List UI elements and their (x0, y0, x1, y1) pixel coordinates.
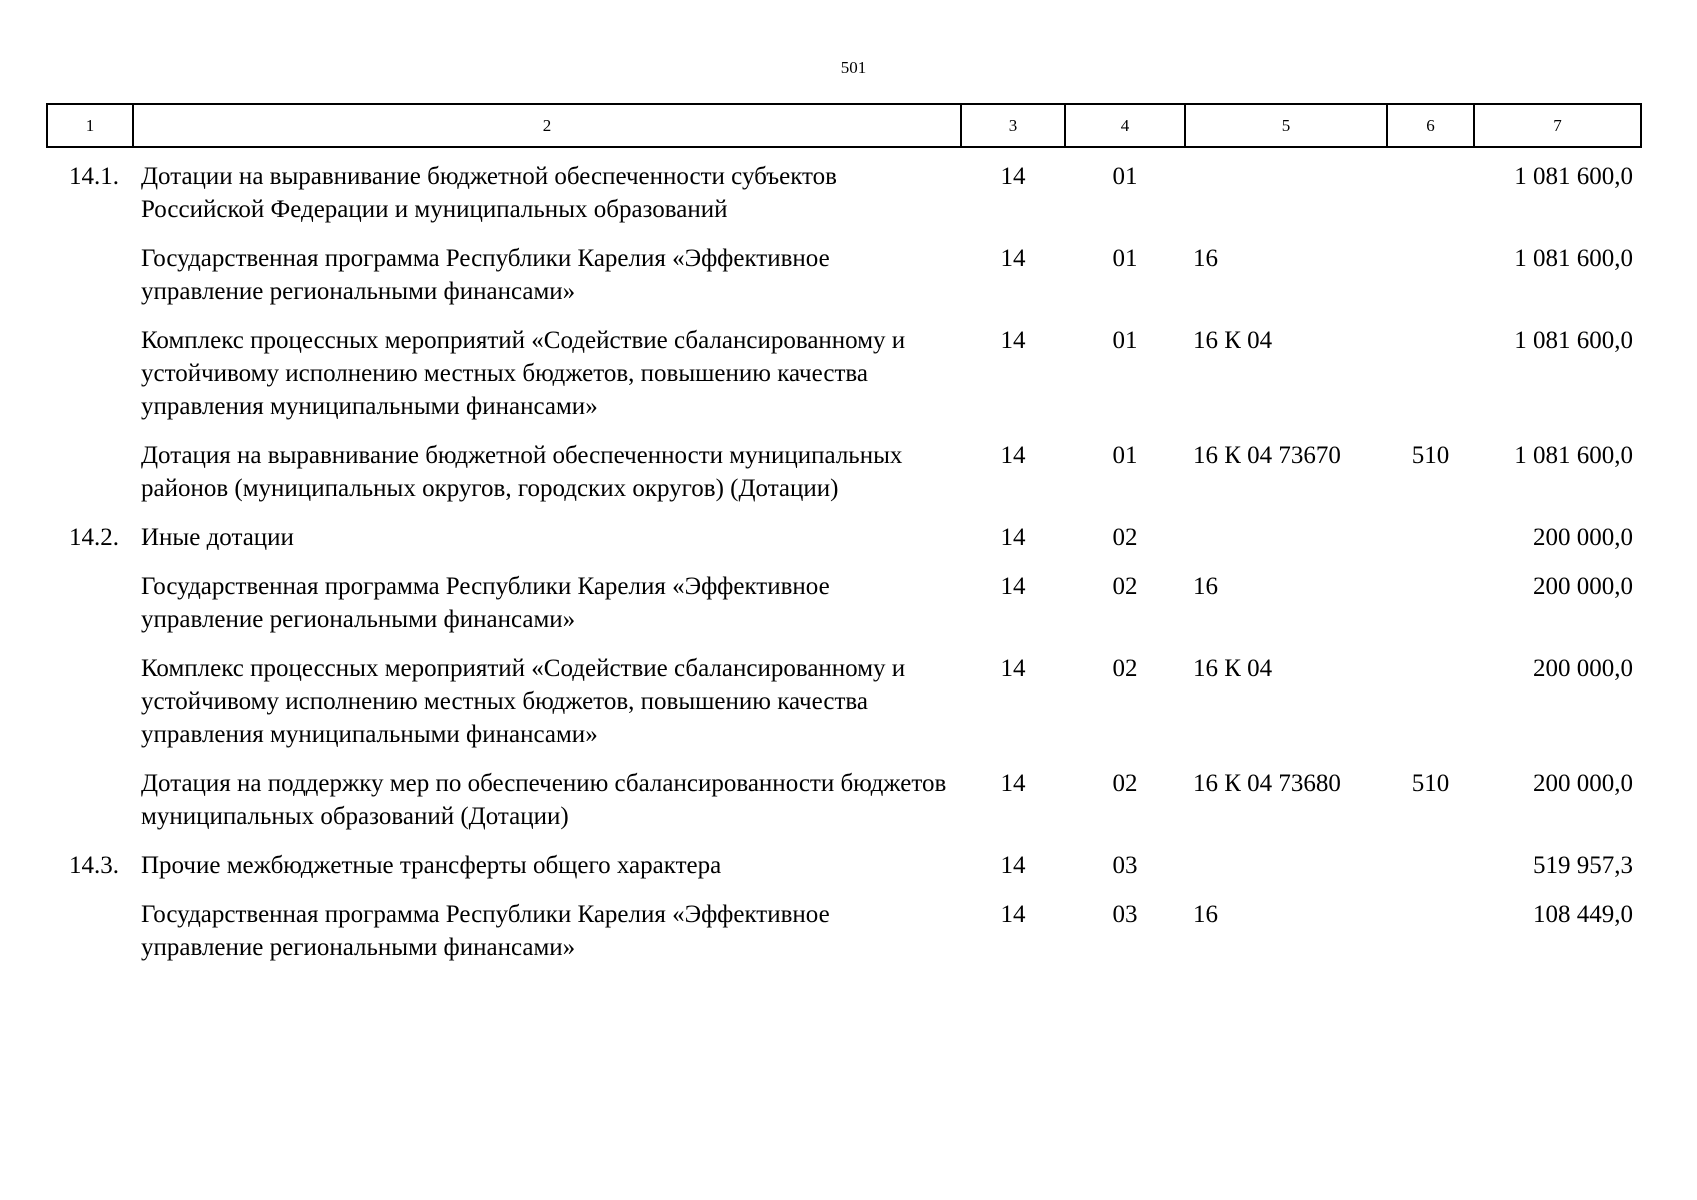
table-row (47, 882, 1641, 964)
row-section: 14 (1000, 163, 1026, 190)
row-section: 14 (1000, 770, 1026, 797)
row-name: Дотации на выравнивание бюджетной обеспеченности субъектов Российской Федерации и муниципальных образований (141, 163, 837, 223)
row-target-article: 16 (1193, 573, 1218, 600)
row-number: 14.1. (69, 163, 119, 190)
row-amount: 200 000,0 (1533, 573, 1633, 600)
table-row (47, 505, 1641, 554)
row-amount: 200 000,0 (1533, 770, 1633, 797)
row-expense-type (1387, 833, 1474, 882)
row-subsection: 02 (1112, 655, 1138, 682)
row-amount: 519 957,3 (1533, 852, 1633, 879)
row-expense-type (1387, 505, 1474, 554)
row-name: Комплекс процессных мероприятий «Содействие сбалансированному и устойчивому исполнению местных бюджетов, повышению качества управления муниципальными финансами» (141, 655, 906, 748)
row-target-article: 16 (1193, 245, 1218, 272)
header-col-2: 2 (133, 104, 961, 147)
table-row (47, 423, 1641, 505)
row-number (47, 636, 133, 751)
row-section: 14 (1000, 655, 1026, 682)
row-number (47, 423, 133, 505)
header-col-6: 6 (1387, 104, 1474, 147)
row-amount: 1 081 600,0 (1514, 163, 1633, 190)
row-target-article (1185, 505, 1387, 554)
row-name: Дотация на выравнивание бюджетной обеспеченности муниципальных районов (муниципальных округов, городских округов) (Дотации) (141, 442, 903, 502)
row-target-article: 16 К 04 73670 (1193, 442, 1341, 469)
row-name: Иные дотации (141, 524, 294, 551)
header-col-1: 1 (47, 104, 133, 147)
row-name: Государственная программа Республики Карелия «Эффективное управление региональными финансами» (141, 901, 830, 961)
row-expense-type (1387, 147, 1474, 226)
header-col-7: 7 (1474, 104, 1641, 147)
row-number: 14.2. (69, 524, 119, 551)
budget-table (46, 103, 1642, 964)
table-body (47, 147, 1641, 964)
row-target-article: 16 К 04 (1193, 655, 1273, 682)
table-row (47, 636, 1641, 751)
row-number (47, 308, 133, 423)
row-subsection: 02 (1112, 573, 1138, 600)
table-row (47, 751, 1641, 833)
row-number (47, 554, 133, 636)
table-row (47, 226, 1641, 308)
row-subsection: 02 (1112, 770, 1138, 797)
row-amount: 108 449,0 (1533, 901, 1633, 928)
header-col-3: 3 (961, 104, 1065, 147)
row-target-article: 16 (1193, 901, 1218, 928)
row-amount: 200 000,0 (1533, 524, 1633, 551)
row-subsection: 01 (1112, 245, 1138, 272)
row-number (47, 226, 133, 308)
row-expense-type: 510 (1411, 442, 1450, 469)
row-name: Комплекс процессных мероприятий «Содействие сбалансированному и устойчивому исполнению местных бюджетов, повышению качества управления муниципальными финансами» (141, 327, 906, 420)
row-subsection: 02 (1112, 524, 1138, 551)
row-expense-type (1387, 308, 1474, 423)
row-section: 14 (1000, 901, 1026, 928)
row-section: 14 (1000, 442, 1026, 469)
row-expense-type (1387, 226, 1474, 308)
row-number (47, 751, 133, 833)
row-section: 14 (1000, 573, 1026, 600)
row-expense-type (1387, 636, 1474, 751)
row-target-article: 16 К 04 73680 (1193, 770, 1341, 797)
table-row (47, 833, 1641, 882)
row-name: Государственная программа Республики Карелия «Эффективное управление региональными финансами» (141, 573, 830, 633)
row-amount: 1 081 600,0 (1514, 442, 1633, 469)
row-subsection: 03 (1112, 852, 1138, 879)
row-amount: 1 081 600,0 (1514, 245, 1633, 272)
row-subsection: 03 (1112, 901, 1138, 928)
row-subsection: 01 (1112, 442, 1138, 469)
row-expense-type: 510 (1411, 770, 1450, 797)
row-subsection: 01 (1112, 327, 1138, 354)
row-name: Прочие межбюджетные трансферты общего характера (141, 852, 722, 879)
table-row (47, 554, 1641, 636)
row-subsection: 01 (1112, 163, 1138, 190)
row-number: 14.3. (69, 852, 119, 879)
row-section: 14 (1000, 852, 1026, 879)
row-section: 14 (1000, 327, 1026, 354)
row-section: 14 (1000, 245, 1026, 272)
row-target-article (1185, 833, 1387, 882)
row-section: 14 (1000, 524, 1026, 551)
row-name: Дотация на поддержку мер по обеспечению сбалансированности бюджетов муниципальных образований (Дотации) (141, 770, 947, 830)
header-row (47, 104, 1641, 147)
row-expense-type (1387, 554, 1474, 636)
row-target-article: 16 К 04 (1193, 327, 1273, 354)
row-target-article (1185, 147, 1387, 226)
table-row (47, 147, 1641, 226)
page-number: 501 (840, 58, 867, 77)
header-col-5: 5 (1185, 104, 1387, 147)
table-row (47, 308, 1641, 423)
header-col-4: 4 (1065, 104, 1185, 147)
row-expense-type (1387, 882, 1474, 964)
row-amount: 200 000,0 (1533, 655, 1633, 682)
row-amount: 1 081 600,0 (1514, 327, 1633, 354)
row-name: Государственная программа Республики Карелия «Эффективное управление региональными финансами» (141, 245, 830, 305)
row-number (47, 882, 133, 964)
